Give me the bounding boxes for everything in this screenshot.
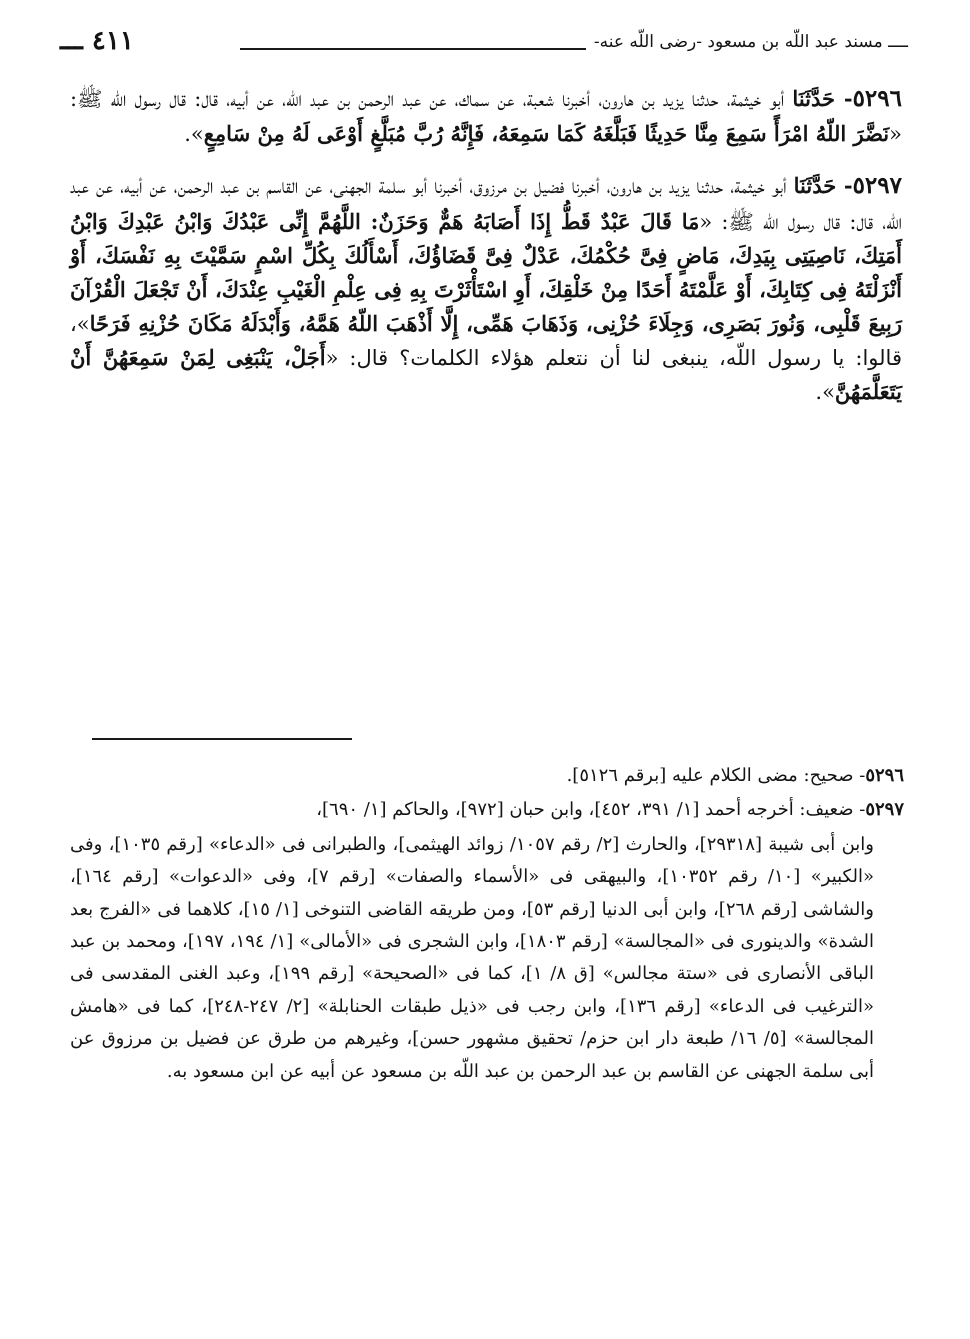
running-header xyxy=(60,26,908,66)
hadith-isnad: أبو خيثمة، حدثنا يزيد بن هارون، أخبرنا شعبة، عن سماك، عن عبد الرحمن بن عبد اللّه، عن أبيه، قال: قال رسول اللّه ﷺ: « xyxy=(70,87,902,147)
footnote-5297 xyxy=(70,794,904,826)
main-text xyxy=(70,80,902,425)
hadith-isnad: أبو خيثمة، حدثنا يزيد بن هارون، أخبرنا فضيل بن مرزوق، أخبرنا أبو سلمة الجهنى، عن القاسم بن عبد الرحمن، عن أبيه، عن عبد اللّه، قال: قال رسول اللّه ﷺ: « xyxy=(70,174,902,234)
footnote-text: - صحيح: مضى الكلام عليه [برقم ٥١٢٦]. xyxy=(566,765,866,786)
footnote-number: ٥٢٩٧ xyxy=(865,799,904,821)
footnote-number: ٥٢٩٦ xyxy=(865,765,904,786)
hadith-middle: »، قالوا: يا رسول اللّه، ينبغى لنا أن نتعلم هؤلاء الكلمات؟ قال: « xyxy=(70,311,902,370)
hadith-tail: ». xyxy=(815,379,835,404)
hadith-matn-reply: أَجَلْ، يَنْبَغِى لِمَنْ سَمِعَهُنَّ أَنْ يَتَعَلَّمَهُنَّ xyxy=(70,344,902,404)
footnotes xyxy=(70,760,904,1090)
page-number: ٤١١ ـــ xyxy=(60,26,134,56)
hadith-5297 xyxy=(70,167,902,408)
hadith-tail: ». xyxy=(184,122,204,147)
footnote-separator xyxy=(92,738,352,740)
footnote-5296 xyxy=(70,760,904,792)
hadith-lead: - حَدَّثَنَا xyxy=(793,173,853,199)
hadith-5296 xyxy=(70,80,902,151)
header-title: ــــ مسند عبد اللّه بن مسعود -رضى اللّه عنه- xyxy=(586,32,908,52)
hadith-number: ٥٢٩٦ xyxy=(852,85,902,112)
hadith-number: ٥٢٩٧ xyxy=(852,172,902,200)
hadith-lead: - حَدَّثَنَا xyxy=(792,86,853,111)
hadith-matn: مَا قَالَ عَبْدٌ قَطُّ إِذَا أَصَابَهُ هَمٌّ وَحَزَنٌ: اللَّهُمَّ إِنِّى عَبْدُكَ وَابْنُ عَبْدِكَ وَابْنُ أَمَتِكَ، نَاصِيَتِى بِيَدِكَ، مَاضٍ فِىَّ حُكْمُكَ، عَدْلٌ فِىَّ قَضَاؤُكَ، أَسْأَلُكَ بِكُلِّ اسْمٍ سَمَّيْتَ بِهِ نَفْسَكَ، أَوْ أَنْزَلْتَهُ فِى كِتَابِكَ، أَوْ عَلَّمْتَهُ أَحَدًا مِنْ خَلْقِكَ، أَوِ اسْتَأْثَرْتَ بِهِ فِى عِلْمِ الْغَيْبِ عِنْدَكَ، أَنْ تَجْعَلَ الْقُرْآنَ رَبِيعَ قَلْبِى، وَنُورَ بَصَرِى، وَجِلَاءَ حُزْنِى، وَذَهَابَ هَمِّى، إِلَّا أَذْهَبَ اللّهُ هَمَّهُ، وَأَبْدَلَهُ مَكَانَ حُزْنِهِ فَرَحًا xyxy=(70,208,902,336)
footnote-text-first: - ضعيف: أخرجه أحمد [١/ ٣٩١، ٤٥٢]، وابن حبان [٩٧٢]، والحاكم [١/ ٦٩٠]، xyxy=(316,799,866,821)
hadith-matn: نَضَّرَ اللّهُ امْرَأً سَمِعَ مِنَّا حَدِيثًا فَبَلَّغَهُ كَمَا سَمِعَهُ، فَإِنَّهُ رُبَّ مُبَلَّغٍ أَوْعَى لَهُ مِنْ سَامِعٍ xyxy=(203,121,890,147)
footnote-5297-body: وابن أبى شيبة [٢٩٣١٨]، والحارث [٢/ رقم ١٠٥٧/ زوائد الهيثمى]، والطبرانى فى «الدعاء» [رقم ١٠٣٥]، وفى «الكبير» [١٠/ رقم ١٠٣٥٢]، والبيهقى فى «الأسماء والصفات» [رقم ٧]، وفى «الدعوات» [رقم ١٦٤]، والشاشى [رقم ٢٦٨]، وابن أبى الدنيا [رقم ٥٣]، ومن طريقه القاضى التنوخى [١/ ١٥]، كلاهما فى «الفرج بعد الشدة» والدينورى فى «المجالسة» [رقم ١٨٠٣]، وابن الشجرى فى «الأمالى» [١/ ١٩٤، ١٩٧]، ومحمد بن عبد الباقى الأنصارى فى «ستة مجالس» [ق ٨/ ١]، كما فى «الصحيحة» [رقم ١٩٩]، وعبد الغنى المقدسى فى «الترغيب فى الدعاء» [رقم ١٣٦]، وابن رجب فى «ذيل طبقات الحنابلة» [٢/ ٢٤٧-٢٤٨]، كما فى «هامش المجالسة» [٥/ ١٦/ طبعة دار ابن حزم/ تحقيق مشهور حسن]، وغيرهم من طرق عن فضيل بن مرزوق عن أبى سلمة الجهنى عن القاسم بن عبد الرحمن بن عبد اللّه بن مسعود عن أبيه عن ابن مسعود به. xyxy=(70,833,874,1082)
